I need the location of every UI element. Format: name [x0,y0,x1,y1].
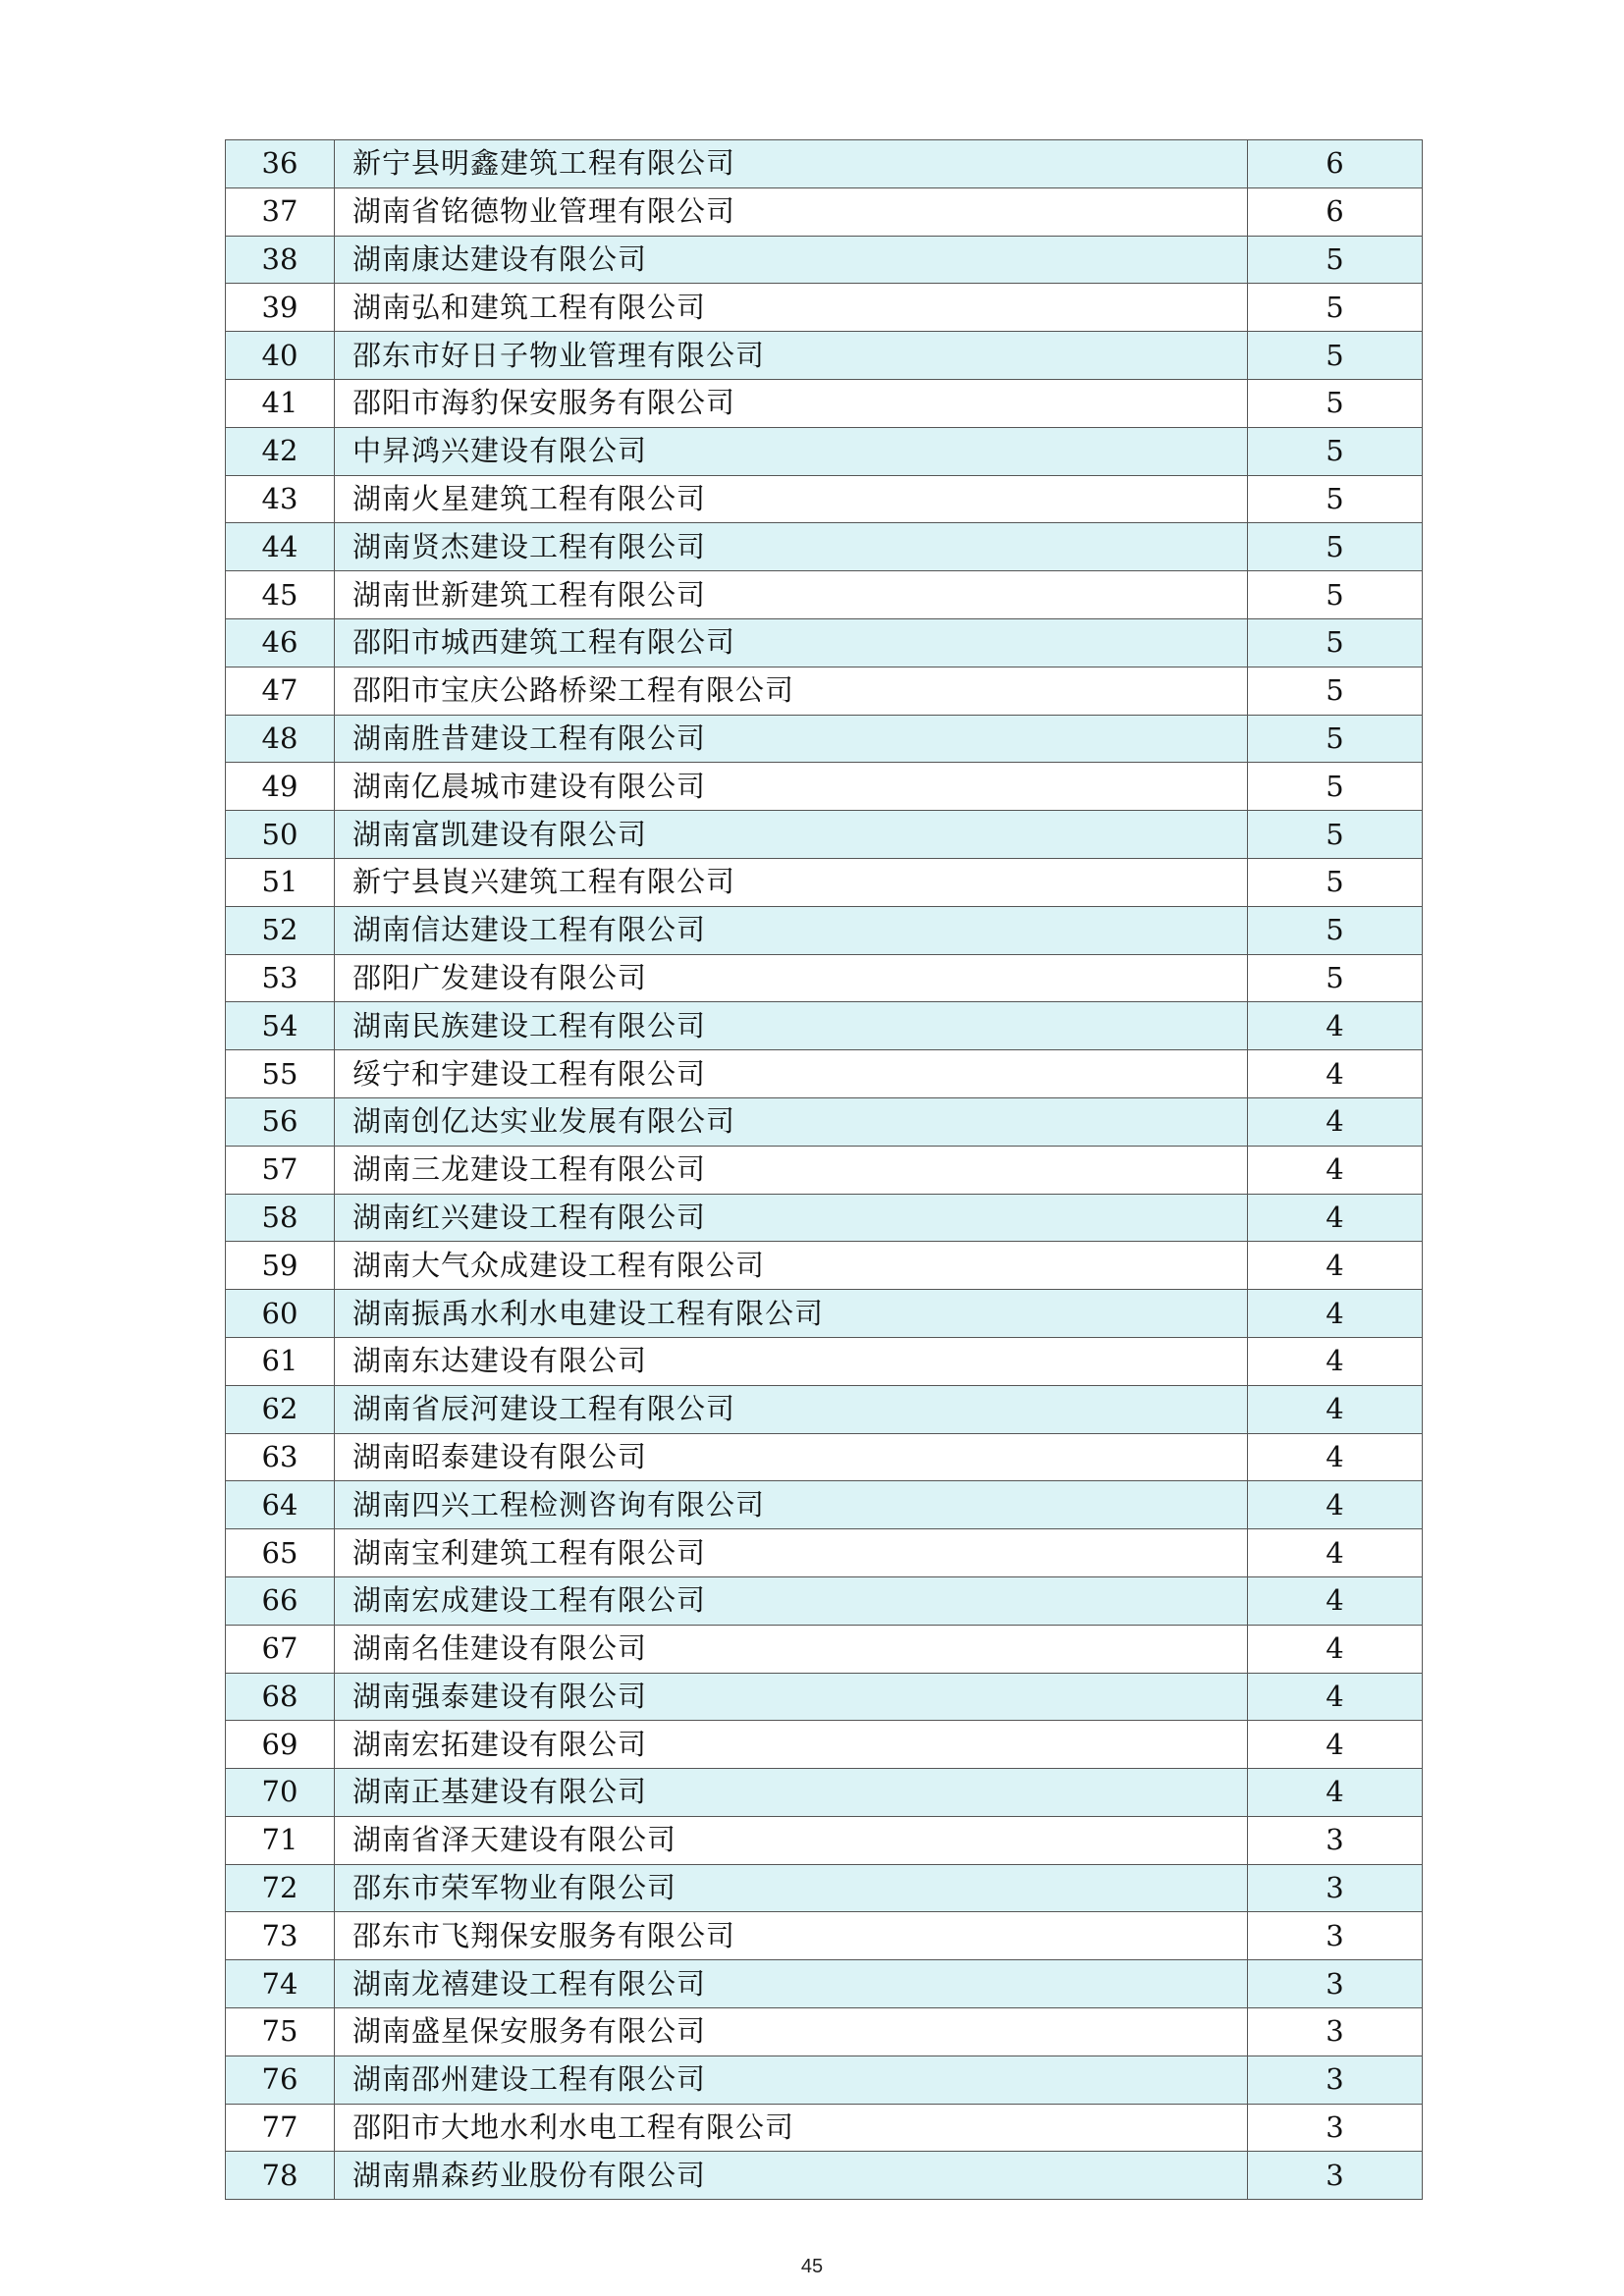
count-cell: 4 [1248,1194,1423,1242]
count-cell: 4 [1248,1146,1423,1194]
table-row [226,1433,1423,1481]
table-row [226,2152,1423,2200]
row-number-cell: 43 [226,475,335,523]
company-name-cell: 湖南邵州建设工程有限公司 [335,2056,1248,2104]
row-number-cell: 56 [226,1097,335,1146]
row-number-cell: 77 [226,2104,335,2152]
table-row [226,2008,1423,2056]
row-number-cell: 46 [226,618,335,667]
company-count-table [225,139,1423,2200]
count-cell: 5 [1248,811,1423,859]
table-row [226,187,1423,236]
row-number-cell: 70 [226,1769,335,1817]
row-number-cell: 39 [226,284,335,332]
row-number-cell: 47 [226,667,335,715]
count-cell: 5 [1248,667,1423,715]
company-name-cell: 邵东市飞翔保安服务有限公司 [335,1912,1248,1960]
company-name-cell: 湖南民族建设工程有限公司 [335,1002,1248,1050]
count-cell: 5 [1248,618,1423,667]
row-number-cell: 53 [226,954,335,1002]
count-cell: 5 [1248,906,1423,954]
table-row [226,284,1423,332]
row-number-cell: 48 [226,715,335,763]
company-name-cell: 邵阳市海豹保安服务有限公司 [335,379,1248,427]
row-number-cell: 52 [226,906,335,954]
table-row [226,140,1423,188]
company-name-cell: 新宁县明鑫建筑工程有限公司 [335,140,1248,188]
company-name-cell: 湖南宏拓建设有限公司 [335,1721,1248,1769]
table-row [226,1960,1423,2008]
row-number-cell: 57 [226,1146,335,1194]
count-cell: 5 [1248,475,1423,523]
table-row [226,1529,1423,1577]
count-cell: 6 [1248,140,1423,188]
table-row [226,906,1423,954]
row-number-cell: 64 [226,1481,335,1529]
page-number: 45 [800,2256,824,2277]
table-row [226,523,1423,571]
table-row [226,858,1423,906]
company-name-cell: 湖南世新建筑工程有限公司 [335,571,1248,619]
count-cell: 5 [1248,715,1423,763]
company-name-cell: 湖南振禹水利水电建设工程有限公司 [335,1290,1248,1338]
company-name-cell: 湖南宏成建设工程有限公司 [335,1576,1248,1625]
count-cell: 4 [1248,1097,1423,1146]
row-number-cell: 45 [226,571,335,619]
table-row [226,715,1423,763]
table-row [226,1385,1423,1433]
table-row [226,1864,1423,1912]
table-row [226,1337,1423,1385]
company-name-cell: 邵东市荣军物业有限公司 [335,1864,1248,1912]
table-row [226,1002,1423,1050]
count-cell: 3 [1248,1960,1423,2008]
table-row [226,1290,1423,1338]
company-name-cell: 湖南信达建设工程有限公司 [335,906,1248,954]
company-name-cell: 湖南省泽天建设有限公司 [335,1816,1248,1864]
count-cell: 5 [1248,284,1423,332]
company-name-cell: 湖南龙禧建设工程有限公司 [335,1960,1248,2008]
company-name-cell: 邵东市好日子物业管理有限公司 [335,332,1248,380]
row-number-cell: 60 [226,1290,335,1338]
table-row [226,1912,1423,1960]
table-row [226,571,1423,619]
company-name-cell: 湖南鼎森药业股份有限公司 [335,2152,1248,2200]
row-number-cell: 49 [226,763,335,811]
table-row [226,1481,1423,1529]
row-number-cell: 59 [226,1242,335,1290]
company-name-cell: 湖南三龙建设工程有限公司 [335,1146,1248,1194]
count-cell: 4 [1248,1576,1423,1625]
table-row [226,379,1423,427]
company-name-cell: 湖南贤杰建设工程有限公司 [335,523,1248,571]
row-number-cell: 40 [226,332,335,380]
count-cell: 4 [1248,1529,1423,1577]
company-name-cell: 湖南康达建设有限公司 [335,236,1248,284]
company-name-cell: 湖南富凯建设有限公司 [335,811,1248,859]
count-cell: 4 [1248,1769,1423,1817]
company-name-cell: 湖南强泰建设有限公司 [335,1673,1248,1721]
row-number-cell: 67 [226,1625,335,1673]
row-number-cell: 62 [226,1385,335,1433]
table-row [226,1194,1423,1242]
company-name-cell: 湖南正基建设有限公司 [335,1769,1248,1817]
count-cell: 5 [1248,523,1423,571]
company-name-cell: 湖南弘和建筑工程有限公司 [335,284,1248,332]
row-number-cell: 72 [226,1864,335,1912]
company-name-cell: 绥宁和宇建设工程有限公司 [335,1050,1248,1098]
count-cell: 6 [1248,187,1423,236]
company-name-cell: 邵阳市大地水利水电工程有限公司 [335,2104,1248,2152]
count-cell: 3 [1248,2104,1423,2152]
company-name-cell: 中昇鸿兴建设有限公司 [335,427,1248,475]
row-number-cell: 61 [226,1337,335,1385]
table-row [226,475,1423,523]
count-cell: 4 [1248,1290,1423,1338]
table-row [226,1576,1423,1625]
table-row [226,954,1423,1002]
count-cell: 5 [1248,763,1423,811]
company-name-cell: 湖南创亿达实业发展有限公司 [335,1097,1248,1146]
row-number-cell: 58 [226,1194,335,1242]
count-cell: 3 [1248,1816,1423,1864]
table-row [226,667,1423,715]
count-cell: 5 [1248,954,1423,1002]
table-row [226,1673,1423,1721]
table-row [226,332,1423,380]
table-row [226,1721,1423,1769]
row-number-cell: 42 [226,427,335,475]
count-cell: 4 [1248,1721,1423,1769]
company-name-cell: 湖南昭泰建设有限公司 [335,1433,1248,1481]
table-row [226,618,1423,667]
count-cell: 3 [1248,1864,1423,1912]
table-row [226,2104,1423,2152]
count-cell: 3 [1248,1912,1423,1960]
count-cell: 4 [1248,1050,1423,1098]
company-name-cell: 湖南盛星保安服务有限公司 [335,2008,1248,2056]
company-name-cell: 湖南东达建设有限公司 [335,1337,1248,1385]
company-name-cell: 湖南四兴工程检测咨询有限公司 [335,1481,1248,1529]
count-cell: 4 [1248,1433,1423,1481]
row-number-cell: 44 [226,523,335,571]
row-number-cell: 71 [226,1816,335,1864]
table-row [226,1816,1423,1864]
table-row [226,1097,1423,1146]
table-row [226,1769,1423,1817]
row-number-cell: 38 [226,236,335,284]
count-cell: 4 [1248,1481,1423,1529]
table-row [226,811,1423,859]
company-name-cell: 湖南胜昔建设工程有限公司 [335,715,1248,763]
row-number-cell: 73 [226,1912,335,1960]
row-number-cell: 63 [226,1433,335,1481]
count-cell: 4 [1248,1002,1423,1050]
count-cell: 5 [1248,858,1423,906]
table-row [226,2056,1423,2104]
row-number-cell: 66 [226,1576,335,1625]
count-cell: 5 [1248,332,1423,380]
company-name-cell: 邵阳市宝庆公路桥梁工程有限公司 [335,667,1248,715]
company-name-cell: 湖南大气众成建设工程有限公司 [335,1242,1248,1290]
row-number-cell: 50 [226,811,335,859]
table-row [226,1625,1423,1673]
count-cell: 3 [1248,2008,1423,2056]
table-row [226,1050,1423,1098]
row-number-cell: 51 [226,858,335,906]
count-cell: 4 [1248,1242,1423,1290]
row-number-cell: 69 [226,1721,335,1769]
count-cell: 4 [1248,1673,1423,1721]
table-row [226,427,1423,475]
company-name-cell: 湖南名佳建设有限公司 [335,1625,1248,1673]
company-name-cell: 新宁县崀兴建筑工程有限公司 [335,858,1248,906]
table-row [226,1146,1423,1194]
company-name-cell: 湖南省辰河建设工程有限公司 [335,1385,1248,1433]
count-cell: 4 [1248,1337,1423,1385]
count-cell: 5 [1248,427,1423,475]
row-number-cell: 78 [226,2152,335,2200]
table-row [226,236,1423,284]
company-name-cell: 湖南亿晨城市建设有限公司 [335,763,1248,811]
count-cell: 3 [1248,2056,1423,2104]
row-number-cell: 36 [226,140,335,188]
count-cell: 5 [1248,571,1423,619]
row-number-cell: 37 [226,187,335,236]
company-name-cell: 邵阳市城西建筑工程有限公司 [335,618,1248,667]
table-body [226,140,1423,2200]
count-cell: 4 [1248,1385,1423,1433]
row-number-cell: 55 [226,1050,335,1098]
company-name-cell: 湖南火星建筑工程有限公司 [335,475,1248,523]
company-name-cell: 邵阳广发建设有限公司 [335,954,1248,1002]
row-number-cell: 74 [226,1960,335,2008]
count-cell: 5 [1248,236,1423,284]
row-number-cell: 54 [226,1002,335,1050]
table-row [226,763,1423,811]
count-cell: 5 [1248,379,1423,427]
row-number-cell: 41 [226,379,335,427]
row-number-cell: 75 [226,2008,335,2056]
row-number-cell: 68 [226,1673,335,1721]
count-cell: 3 [1248,2152,1423,2200]
row-number-cell: 76 [226,2056,335,2104]
count-cell: 4 [1248,1625,1423,1673]
company-name-cell: 湖南省铭德物业管理有限公司 [335,187,1248,236]
table-row [226,1242,1423,1290]
company-name-cell: 湖南宝利建筑工程有限公司 [335,1529,1248,1577]
company-name-cell: 湖南红兴建设工程有限公司 [335,1194,1248,1242]
row-number-cell: 65 [226,1529,335,1577]
